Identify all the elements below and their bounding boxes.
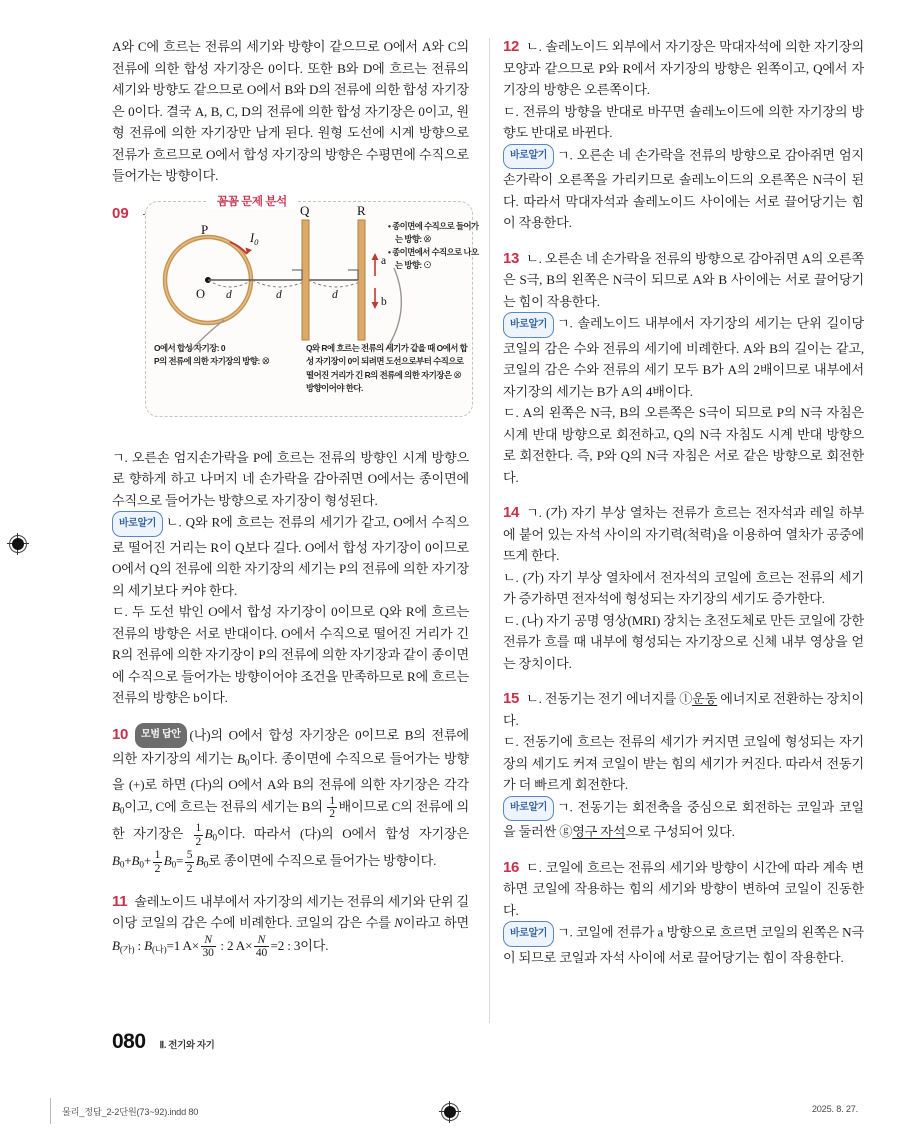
item-10-fraction-five-halves: $\frac{5}{2}$ <box>186 849 193 875</box>
right-column <box>503 36 864 1016</box>
item-10-part-3: 이고, C에 흐르는 전류의 세기는 B의 <box>124 799 326 815</box>
item-10-fraction-half-1: $\frac{1}{2}$ <box>329 795 336 821</box>
item-10-equals: = <box>176 853 184 869</box>
correction-badge: 바로알기 <box>503 796 554 822</box>
item-14-choice-a: ㄱ. (가) 자기 부상 열차는 전류가 흐르는 전자석과 레일 하부에 붙어 있는 자석 사이의 자기력(척력)을 이용하여 열차가 공중에 뜨게 한다. <box>503 505 864 563</box>
item-16-choice-c-wrap <box>503 857 864 922</box>
item-10-b0-c: B <box>204 826 213 842</box>
item-11-fraction-n-40: $\frac{N}{40}$ <box>255 933 268 959</box>
item-10-block <box>112 723 469 877</box>
distance-arc-2 <box>252 280 308 287</box>
item-15-choice-b-post: 에너지로 전환하는 장치이다. <box>503 691 865 728</box>
item-11-n-symbol: N <box>394 915 403 931</box>
analysis-box <box>145 195 479 417</box>
direction-arrow-a-head <box>372 253 379 260</box>
item-13-choice-a-wrap <box>503 312 864 402</box>
item-11-colon-1: : <box>134 937 145 953</box>
correction-badge: 바로알기 <box>503 312 554 338</box>
intro-paragraph: A와 C에 흐르는 전류의 세기와 방향이 같으므로 O에서 A와 C의 전류에 의한 합성 자기장은 0이다. 또한 B와 D에 흐르는 전류의 세기와 방향도 같으므로 O에서 B와 D의 전류에 의한 합성 자기장은 0이다. 결국 A, B, C, D의 전류에 의한 합성 자기장은 0이고, 원형 전류에 의한 자기장만 남게 된다. 원형 도선에 시계 방향으로 전류가 흐르므로 O에서 합성 자기장의 방향은 수평면에 수직으로 들어가는 방향이다. <box>112 39 469 183</box>
item-16-choice-a: ㄱ. 코일에 전류가 a 방향으로 흐르면 코일의 왼쪽은 N극이 되므로 코일과 자석 사이에 서로 끌어당기는 힘이 작용한다. <box>503 924 864 965</box>
diagram-caption-left <box>154 342 304 369</box>
intro-paragraph-block <box>112 36 469 187</box>
item-09-explanations <box>112 447 469 709</box>
label-i0: $I_0$ <box>250 230 259 247</box>
correction-badge: 바로알기 <box>503 921 554 947</box>
item-10-eq-b0-1-sub: 0 <box>119 860 125 871</box>
item-12-choice-c: ㄷ. 전류의 방향을 반대로 바꾸면 솔레노이드에 의한 자기장의 방향도 반대로 바뀐다. <box>503 103 864 140</box>
item-10-eq-b0-2-sub: 0 <box>139 860 144 871</box>
print-date: 2025. 8. 27. <box>811 1104 858 1114</box>
label-b: b <box>381 295 387 308</box>
correction-badge: 바로알기 <box>503 144 554 170</box>
item-15-choice-a-wrap <box>503 796 864 843</box>
left-column <box>112 36 479 1016</box>
item-10-eq-b0-2: B <box>131 853 140 869</box>
item-12-choice-a: ㄱ. 오른손 네 손가락을 전류의 방향으로 감아쥐면 엄지손가락이 오른쪽을 가리키므로 솔레노이드의 오른쪽은 N극이 된다. 따라서 막대자석과 솔레노이드 사이에는 서로 끌어당기는 힘이 작용한다. <box>503 147 864 230</box>
item-10-b0-a: B <box>236 750 245 766</box>
callout-arrow-right-shaft <box>386 268 401 350</box>
item-13-choice-b: ㄴ. 오른손 네 손가락을 전류의 방향으로 감아쥐면 A의 오른쪽은 S극, B의 왼쪽은 N극이 되므로 A와 B 사이에는 서로 끌어당기는 힘이 작용한다. <box>503 250 864 309</box>
item-10-paragraph <box>112 723 469 877</box>
item-11-fraction-n-30: $\frac{N}{30}$ <box>202 933 214 959</box>
item-10-part-1: (나)의 O에서 합성 자기장은 0이므로 B의 전류에 의한 자기장의 세기는 <box>112 727 469 766</box>
chapter-title: Ⅱ. 전기와 자기 <box>159 1040 215 1051</box>
item-12-number: 12 <box>503 38 520 55</box>
item-15-choice-b-wrap <box>503 688 864 731</box>
item-12-choice-b: ㄴ. 솔레노이드 외부에서 자기장은 막대자석에 의한 자기장의 모양과 같으므로 P와 R에서 자기장의 방향은 왼쪽이고, Q에서 자기장의 방향은 오른쪽이다. <box>503 39 864 97</box>
item-13-choice-a: ㄱ. 솔레노이드 내부에서 자기장의 세기는 단위 길이당 코일의 감은 수와 전류의 세기에 비례한다. A와 B의 길이는 같고, 코일의 감은 수와 전류의 세기 모두 B가 A의 2배이므로 내부에서 자기장의 세기는 B가 A의 4배이다. <box>503 315 864 399</box>
item-11-number: 11 <box>112 892 128 910</box>
label-a: a <box>381 254 387 267</box>
item-10-eq-b0-3-sub: 0 <box>171 860 176 871</box>
legend-item-out-of-page: • 종이면에서 수직으로 나오는 방향: ⊙ <box>388 246 479 270</box>
item-16-choice-a-wrap <box>503 921 864 968</box>
item-13-block <box>503 248 864 489</box>
vertical-wire-q <box>302 220 309 340</box>
item-12-choice-b-wrap <box>503 36 864 101</box>
distance-arc-3 <box>308 280 364 287</box>
item-16-block <box>503 857 864 969</box>
item-11-block <box>112 891 469 961</box>
analysis-question-number: 09 <box>112 204 129 222</box>
diagram-legend <box>388 220 483 272</box>
item-11-b-ga-sub: (가) <box>119 944 135 955</box>
item-15-number: 15 <box>503 690 520 707</box>
item-14-choice-c: ㄷ. (나) 자기 공명 영상(MRI) 장치는 초전도체로 만든 코일에 강한 전류가 흐를 때 내부에 형성되는 자기장으로 신체 내부 영상을 얻는 장치이다. <box>503 612 864 671</box>
item-14-choice-b: ㄴ. (가) 자기 부상 열차에서 전자석의 코일에 흐르는 전류의 세기가 증가하면 전자석에 형성되는 자기장의 세기도 증가한다. <box>503 569 864 606</box>
item-09-choice-b: ㄴ. Q와 R에 흐르는 전류의 세기가 같고, O에서 수직으로 떨어진 거리는 R이 Q보다 길다. O에서 합성 자기장이 0이므로 O에서 Q의 전류에 의한 자기장의 세기는 P의 전류에 의한 자기장의 세기보다 커야 한다. <box>112 514 469 598</box>
item-10-b0-b-sub: 0 <box>119 805 125 816</box>
legend-item-into-page: • 종이면에 수직으로 들어가는 방향: ⊗ <box>388 220 479 244</box>
print-bar-rule <box>50 1098 51 1124</box>
item-10-fraction-half-3: $\frac{1}{2}$ <box>154 849 161 875</box>
analysis-block <box>112 195 479 433</box>
item-11-eq-2: 2 A× <box>227 937 253 953</box>
correction-badge: 바로알기 <box>112 511 163 537</box>
label-d-2: d <box>276 288 282 301</box>
item-10-part-5: 이다. 따라서 (다)의 O에서 합성 자기장은 <box>216 826 469 842</box>
registration-mark-left <box>7 533 29 555</box>
item-15-choice-a-mark: ⓖ <box>559 824 573 839</box>
direction-arrow-b-head <box>372 302 379 309</box>
label-q: Q <box>300 202 310 218</box>
item-09-choice-a: ㄱ. 오른손 엄지손가락을 P에 흐르는 전류의 방향인 시계 방향으로 향하게 하고 나머지 네 손가락을 감아쥐면 O에서는 종이면에 수직으로 들어가는 방향으로 자기장이 형성된다. <box>112 449 469 508</box>
item-14-block <box>503 502 864 674</box>
item-12-choice-a-wrap <box>503 144 864 234</box>
item-13-choice-b-wrap <box>503 248 864 313</box>
item-13-choice-c: ㄷ. A의 왼쪽은 N극, B의 오른쪽은 S극이 되므로 P의 N극 자침은 시계 반대 방향으로 회전하고, Q의 N극 자침도 시계 반대 방향으로 회전한다. 즉, P와 Q의 N극 자침은 서로 같은 방향으로 회전한다. <box>503 405 864 485</box>
item-10-fraction-half-2: $\frac{1}{2}$ <box>195 822 202 848</box>
item-15-choice-b-mark: ⓛ <box>679 691 693 706</box>
item-10-eq-b0-1: B <box>112 853 120 869</box>
item-11-eq-1: =1 A× <box>166 937 200 953</box>
item-16-number: 16 <box>503 858 520 876</box>
item-16-choice-c: ㄷ. 코일에 흐르는 전류의 세기와 방향이 시간에 따라 계속 변하면 코일에 작용하는 힘의 세기와 방향이 변하여 코일이 진동한다. <box>503 859 864 918</box>
item-15-block <box>503 688 864 843</box>
item-15-choice-b-pre: ㄴ. 전동기는 전기 에너지를 <box>526 691 680 706</box>
item-15-choice-b-underline: 운동 <box>692 691 718 706</box>
item-11-paragraph <box>112 891 469 961</box>
vertical-wire-r <box>358 220 365 340</box>
caption-left-line-1: O에서 합성 자기장: 0 <box>154 342 226 353</box>
label-o: O <box>196 286 206 301</box>
label-d-3: d <box>332 288 338 301</box>
label-d-1: d <box>226 288 232 301</box>
item-13-number: 13 <box>503 249 520 267</box>
page-footer <box>112 1030 214 1054</box>
item-09-choice-b-wrap <box>112 511 469 601</box>
item-11-b-ga: B <box>112 937 120 953</box>
item-14-choice-a-wrap <box>503 502 864 567</box>
right-angle-mark-r <box>348 270 358 280</box>
item-12-block <box>503 36 864 234</box>
analysis-box-title: 꼼꼼 문제 분석 <box>208 193 296 209</box>
caption-left-line-2: P의 전류에 의한 자기장의 방향: ⊗ <box>154 356 270 366</box>
item-10-part-4: 배이므로 C의 전류에 의한 자기장은 <box>112 799 469 842</box>
item-10-number: 10 <box>112 726 129 743</box>
item-11-eq-3: =2 : 3이다. <box>270 937 329 953</box>
page-number: 080 <box>112 1030 146 1053</box>
item-15-choice-a-underline: 영구 자석 <box>572 824 626 839</box>
item-10-eq-b0-3: B <box>163 853 172 869</box>
item-10-plus-1: + <box>124 853 132 869</box>
item-10-plus-2: + <box>143 853 152 869</box>
item-11-part-2: 이라고 하면 <box>402 915 469 931</box>
item-10-b0-c-sub: 0 <box>212 832 217 843</box>
print-info-bar <box>0 1096 900 1135</box>
distance-arc-1 <box>208 280 252 287</box>
item-10-eq-b0-4-sub: 0 <box>203 860 209 871</box>
item-11-b-na-sub: (나) <box>151 944 167 955</box>
label-r: R <box>357 202 366 218</box>
item-10-b0-a-sub: 0 <box>244 757 250 768</box>
item-14-number: 14 <box>503 504 520 521</box>
item-09-choice-c: ㄷ. 두 도선 밖인 O에서 합성 자기장이 0이므로 Q와 R에 흐르는 전류의 방향은 서로 반대이다. O에서 수직으로 떨어진 거리가 긴 R의 전류에 의한 자기장이 P의 전류에 의한 자기장과 같이 종이면에 수직으로 들어가는 방향이어야 조건을 만족하므로 R에 흐르는 전류의 방향은 b이다. <box>112 604 469 705</box>
two-column-body <box>112 36 864 1016</box>
item-11-part-1: 솔레노이드 내부에서 자기장의 세기는 전류의 세기와 단위 길이당 코일의 감은 수에 비례한다. 코일의 감은 수를 <box>112 893 469 931</box>
label-p: P <box>201 221 209 237</box>
item-15-choice-a-pre: ㄱ. 전동기는 회전축을 중심으로 회전하는 코일과 코일을 둘러싼 <box>503 799 864 839</box>
item-11-b-na: B <box>144 937 152 953</box>
item-15-choice-c: ㄷ. 전동기에 흐르는 전류의 세기가 커지면 코일에 형성되는 자기장의 세기도 커져 코일이 받는 힘의 세기가 커진다. 따라서 전동기가 더 빠르게 회전한다. <box>503 734 864 792</box>
right-angle-mark-q <box>292 270 302 280</box>
item-10-b0-b: B <box>112 799 120 815</box>
item-15-choice-a-post: 으로 구성되어 있다. <box>625 824 735 839</box>
print-source-filename: 물리_정답_2-2단원(73~92).indd 80 <box>62 1107 199 1117</box>
item-10-part-2: 이다. 종이면에 수직으로 들어가는 방향을 (+)로 하면 (다)의 O에서 A와 B의 전류에 의한 자기장은 각각 <box>112 750 469 792</box>
item-11-colon-2: : <box>217 937 227 953</box>
item-10-eq-b0-4: B <box>195 853 204 869</box>
diagram-caption-right: Q와 R에 흐르는 전류의 세기가 같을 때 O에서 합성 자기장이 0이 되려면 도선으로부터 수직으로 떨어진 거리가 긴 R의 전류에 의한 자기장은 ⊗ 방향이어야 한다. <box>306 342 468 393</box>
model-answer-badge: 모범 답안 <box>135 723 186 748</box>
item-10-part-6: 로 종이면에 수직으로 들어가는 방향이다. <box>208 853 437 869</box>
